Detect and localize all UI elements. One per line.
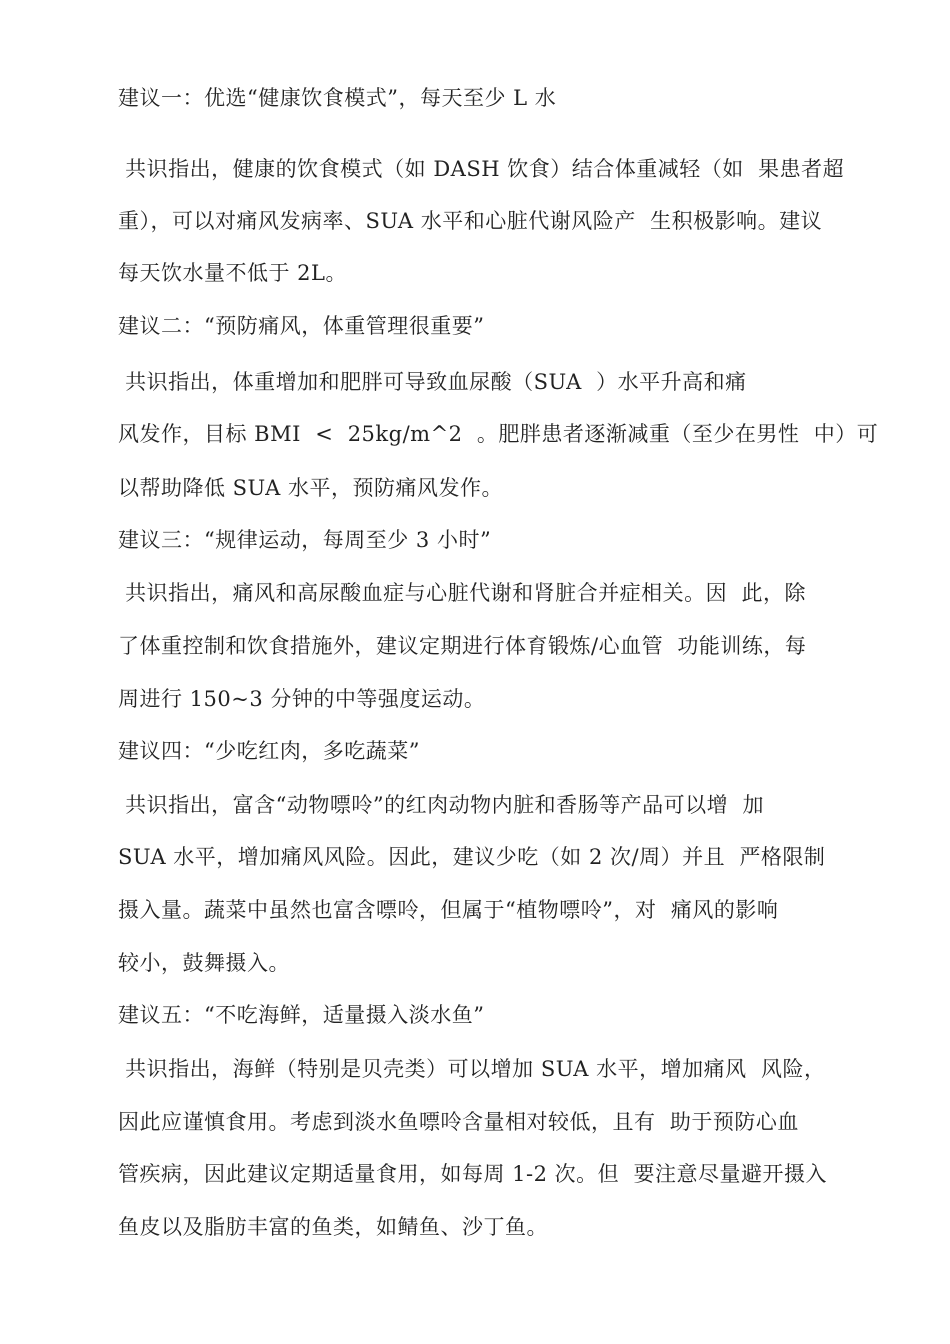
paragraph-line: SUA 水平，增加痛风风险。因此，建议少吃（如 2 次/周）并且 严格限制 <box>118 845 826 869</box>
paragraph-line: 管疾病，因此建议定期适量食用，如每周 1-2 次。但 要注意尽量避开摄入 <box>118 1162 828 1186</box>
heading-recommendation-5: 建议五：“不吃海鲜，适量摄入淡水鱼” <box>118 1003 485 1027</box>
paragraph-line: 重），可以对痛风发病率、SUA 水平和心脏代谢风险产 生积极影响。建议 <box>118 209 823 233</box>
paragraph-line: 风发作，目标 BMI < 25kg/m^2 。肥胖患者逐渐减重（至少在男性 中）可 <box>118 422 879 446</box>
heading-recommendation-2: 建议二：“预防痛风，体重管理很重要” <box>118 314 485 338</box>
heading-recommendation-1: 建议一：优选“健康饮食模式”，每天至少 L 水 <box>118 86 557 110</box>
paragraph-line: 共识指出，海鲜（特别是贝壳类）可以增加 SUA 水平，增加痛风 风险， <box>118 1057 826 1081</box>
paragraph-line: 周进行 150~3 分钟的中等强度运动。 <box>118 687 486 711</box>
paragraph-line: 较小，鼓舞摄入。 <box>118 951 290 975</box>
paragraph-line: 共识指出，体重增加和肥胖可导致血尿酸（SUA ）水平升高和痛 <box>118 370 747 394</box>
paragraph-line: 每天饮水量不低于 2L。 <box>118 261 347 285</box>
paragraph-line: 因此应谨慎食用。考虑到淡水鱼嘌呤含量相对较低，且有 助于预防心血 <box>118 1110 799 1134</box>
paragraph-line: 共识指出，富含“动物嘌呤”的红肉动物内脏和香肠等产品可以增 加 <box>118 793 764 817</box>
paragraph-line: 摄入量。蔬菜中虽然也富含嘌呤，但属于“植物嘌呤”，对 痛风的影响 <box>118 898 779 922</box>
paragraph-line: 共识指出，健康的饮食模式（如 DASH 饮食）结合体重减轻（如 果患者超 <box>118 157 845 181</box>
paragraph-line: 了体重控制和饮食措施外，建议定期进行体育锻炼/心血管 功能训练，每 <box>118 634 807 658</box>
heading-recommendation-3: 建议三：“规律运动，每周至少 3 小时” <box>118 528 492 552</box>
paragraph-line: 共识指出，痛风和高尿酸血症与心脏代谢和肾脏合并症相关。因 此，除 <box>118 581 807 605</box>
paragraph-line: 以帮助降低 SUA 水平，预防痛风发作。 <box>118 476 503 500</box>
paragraph-line: 鱼皮以及脂肪丰富的鱼类，如鲭鱼、沙丁鱼。 <box>118 1215 548 1239</box>
heading-recommendation-4: 建议四：“少吃红肉，多吃蔬菜” <box>118 739 420 763</box>
